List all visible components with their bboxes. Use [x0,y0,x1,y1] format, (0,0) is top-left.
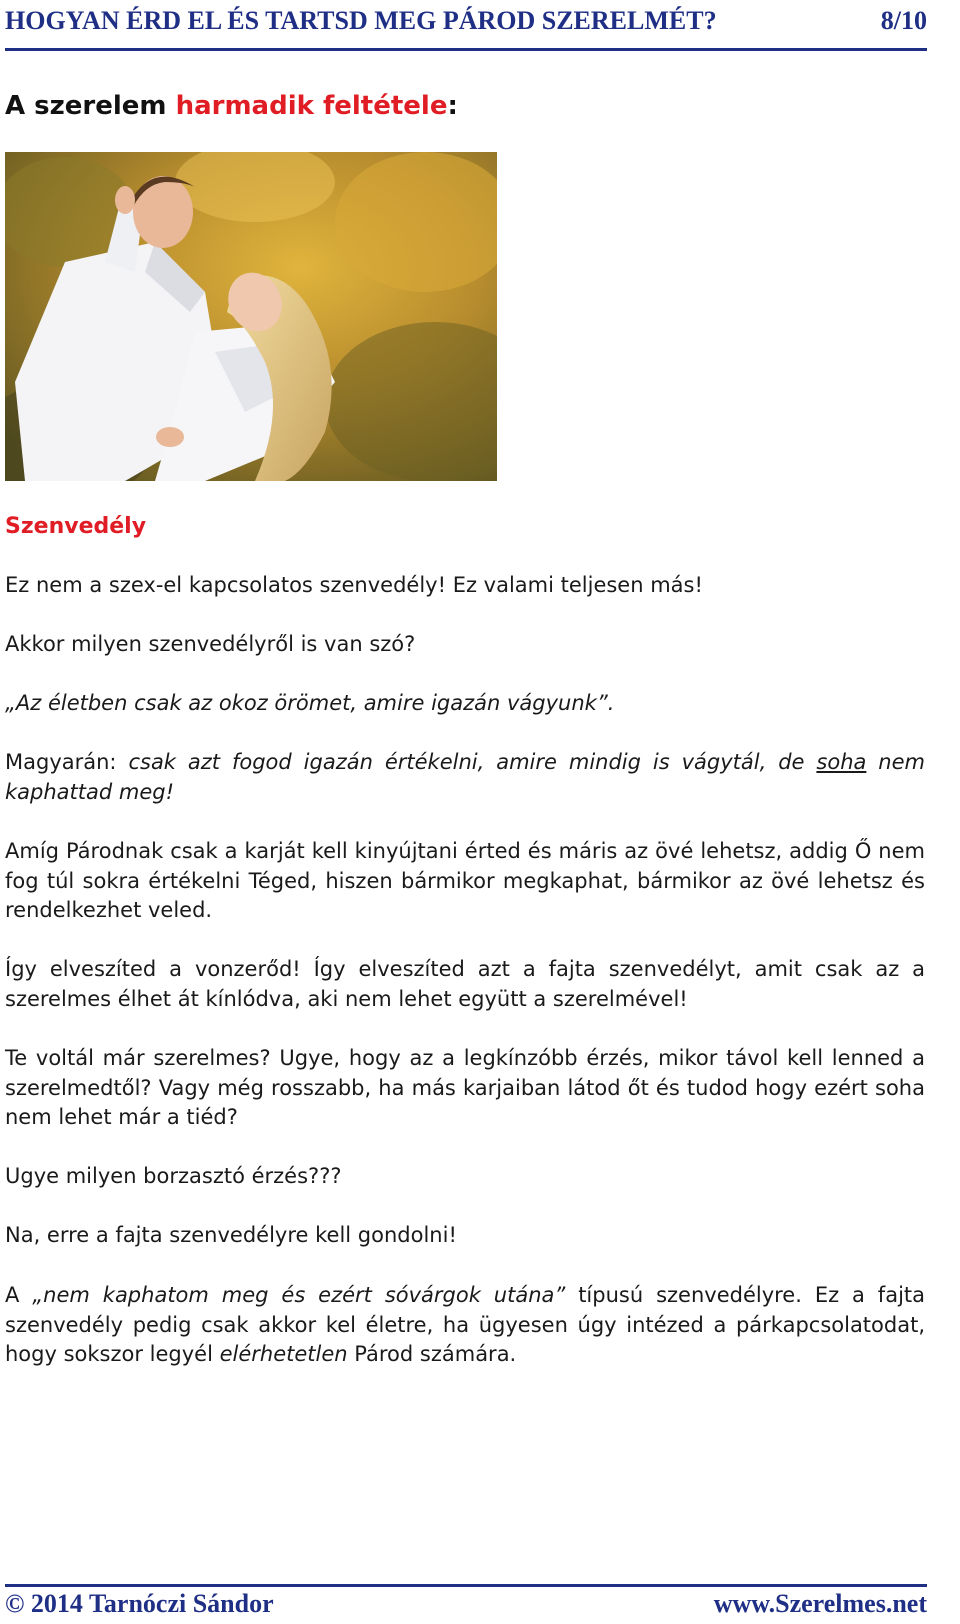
chapter-title [5,88,458,124]
paragraph-4-intro: Magyarán: [5,750,129,774]
paragraph-4-underline: soha [816,750,867,774]
paragraph-6: Így elveszíted a vonzerőd! Így elveszíted azt a fajta szenvedélyt, amit csak az a szerelmes élhet át kínlódva, aki nem lehet együtt a szerelmével! [5,957,925,1011]
paragraph-10-end: Párod számára. [347,1342,517,1366]
page-number: 8/10 [880,6,927,35]
quote-text: „Az életben csak az okoz örömet, amire igazán vágyunk”. [5,691,615,715]
copyright: © 2014 Tarnóczi Sándor [5,1589,274,1618]
paragraph-10-start: A [5,1283,33,1307]
paragraph-7: Te voltál már szerelmes? Ugye, hogy az a legkínzóbb érzés, mikor távol kell lenned a szerelmedtől? Vagy még rosszabb, ha más karjaiban látod őt és tudod hogy ezért soha nem lehet már a tiéd? [5,1046,925,1129]
paragraph-10-middle: típusú szenvedélyre. Ez a fajta szenvedély pedig csak akkor kel életre, ha ügyesen úgy intézed a párkapcsolatodat, hogy sokszor legyél [5,1283,926,1366]
chapter-title-highlight: harmadik feltétele [175,91,448,121]
chapter-title-suffix: : [447,91,458,121]
paragraph-9: Na, erre a fajta szenvedélyre kell gondolni! [5,1223,457,1247]
section-title: Szenvedély [5,514,147,539]
page-footer [5,1584,927,1624]
paragraph-3 [5,689,925,719]
page-header [5,4,927,51]
paragraph-4 [5,748,925,807]
paragraph-2: Akkor milyen szenvedélyről is van szó? [5,632,416,656]
paragraph-4-italic [5,750,925,804]
paragraph-10-italic: elérhetetlen [219,1342,348,1366]
paragraph-4-italic-text: csak azt fogod igazán értékelni, amire mindig is vágytál, de [128,750,817,774]
paragraph-10-quote: „nem kaphatom meg és ezért sóvárgok utána” [32,1283,566,1307]
paragraph-5: Amíg Párodnak csak a karját kell kinyújtani érted és máris az övé lehetsz, addig Ő nem fog túl sokra értékelni Téged, hiszen bármikor megkaphat, bármikor az övé lehetsz és rendelkezhet veled. [5,839,925,922]
chapter-title-prefix: A szerelem [5,91,176,121]
couple-photo [5,152,497,481]
paragraph-10 [5,1281,925,1370]
document-title: HOGYAN ÉRD EL ÉS TARTSD MEG PÁROD SZERELMÉT? [5,6,717,35]
paragraph-8: Ugye milyen borzasztó érzés??? [5,1164,342,1188]
couple-photo-illustration [5,152,497,481]
paragraph-4-italic-end: nem kaphattad meg! [5,750,925,804]
website-link[interactable]: www.Szerelmes.net [713,1589,927,1618]
paragraph-1: Ez nem a szex-el kapcsolatos szenvedély! Ez valami teljesen más! [5,573,703,597]
